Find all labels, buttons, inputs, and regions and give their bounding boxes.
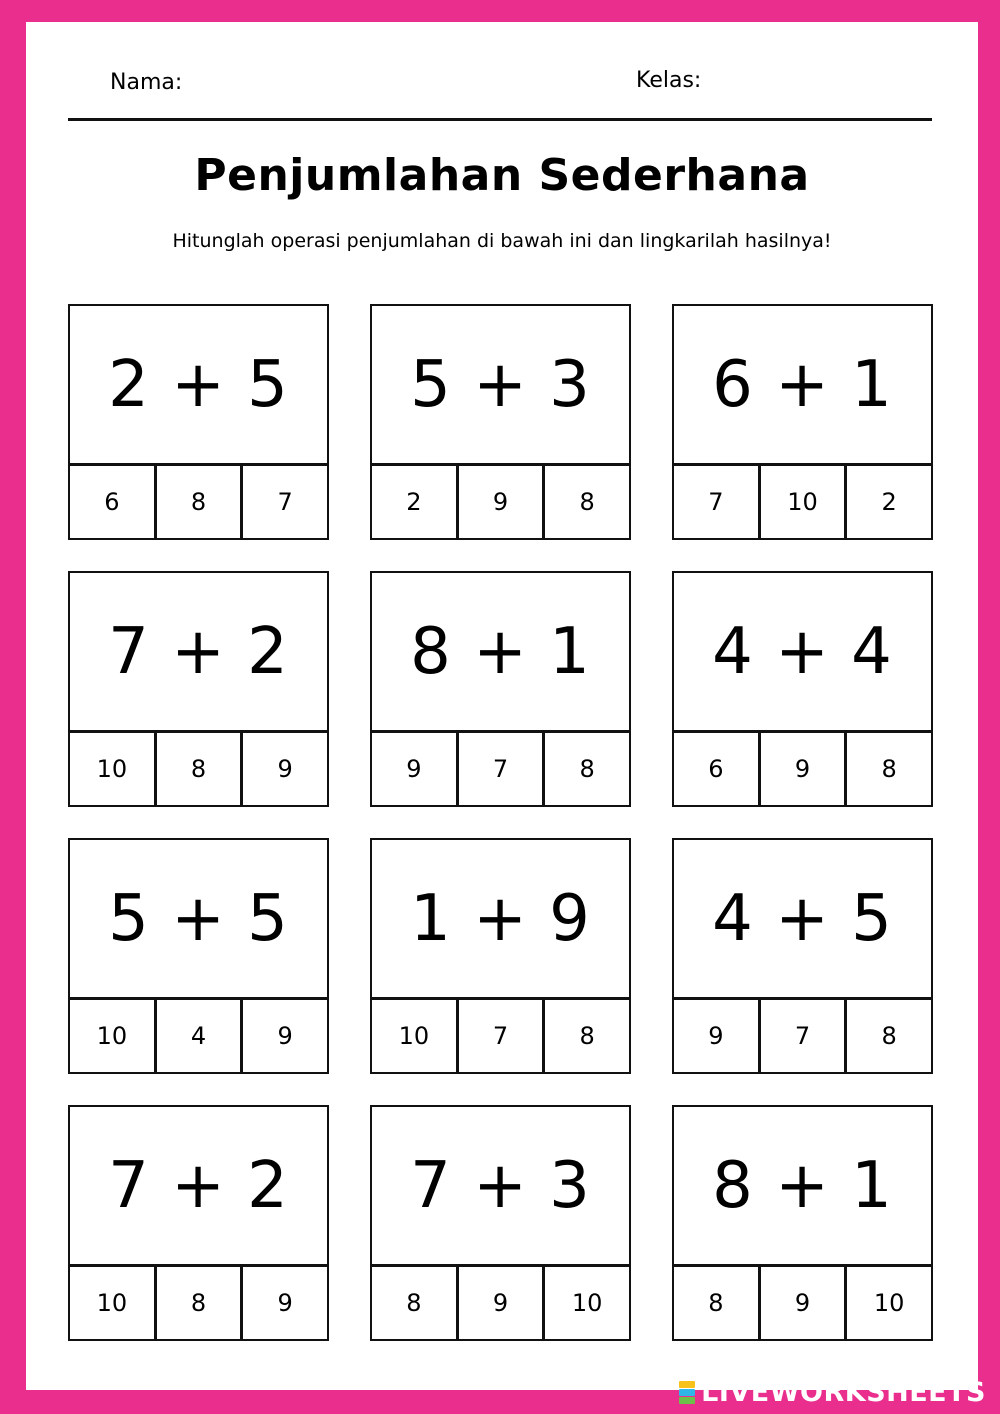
answer-option[interactable]: 8 (157, 1267, 244, 1339)
answer-option[interactable]: 9 (674, 1000, 761, 1072)
answer-option[interactable]: 7 (277, 488, 293, 516)
problem-card (672, 304, 933, 540)
answer-option[interactable]: 8 (881, 755, 897, 783)
answer-option[interactable]: 9 (761, 733, 848, 805)
problem-card (68, 571, 329, 807)
worksheet-page (26, 22, 978, 1390)
answer-option[interactable]: 10 (372, 1000, 459, 1072)
problem-card (370, 838, 631, 1074)
problem-grid (68, 304, 933, 1341)
problem-question: 7 + 2 (70, 573, 327, 733)
answer-option[interactable]: 10 (70, 733, 157, 805)
problem-card (68, 1105, 329, 1341)
answer-options (70, 1267, 327, 1339)
answer-option[interactable]: 10 (571, 1289, 603, 1317)
answer-options (674, 1267, 931, 1339)
problem-card (370, 304, 631, 540)
answer-option[interactable]: 7 (459, 1000, 546, 1072)
answer-option[interactable]: 7 (674, 466, 761, 538)
liveworksheets-logo-icon (679, 1381, 695, 1405)
answer-options (70, 1000, 327, 1072)
answer-options (372, 1267, 629, 1339)
answer-options (372, 466, 629, 538)
problem-question: 7 + 2 (70, 1107, 327, 1267)
answer-options (372, 733, 629, 805)
answer-option[interactable]: 2 (881, 488, 897, 516)
answer-options (372, 1000, 629, 1072)
answer-option[interactable]: 8 (674, 1267, 761, 1339)
answer-option[interactable]: 8 (579, 488, 595, 516)
liveworksheets-brand (679, 1377, 986, 1408)
answer-options (70, 466, 327, 538)
answer-option[interactable]: 10 (70, 1000, 157, 1072)
answer-option[interactable]: 9 (277, 755, 293, 783)
answer-option[interactable]: 6 (70, 466, 157, 538)
problem-question: 7 + 3 (372, 1107, 629, 1267)
answer-options (70, 733, 327, 805)
problem-question: 8 + 1 (674, 1107, 931, 1267)
answer-option[interactable]: 9 (459, 1267, 546, 1339)
name-label: Nama: (110, 70, 183, 95)
instruction-text: Hitunglah operasi penjumlahan di bawah ini dan lingkarilah hasilnya! (172, 230, 832, 252)
answer-option[interactable]: 9 (372, 733, 459, 805)
answer-option[interactable]: 9 (277, 1022, 293, 1050)
problem-card (370, 1105, 631, 1341)
problem-card (68, 838, 329, 1074)
problem-question: 5 + 3 (372, 306, 629, 466)
brand-text: LIVEWORKSHEETS (701, 1377, 986, 1408)
header-divider (68, 118, 932, 121)
problem-question: 8 + 1 (372, 573, 629, 733)
answer-option[interactable]: 2 (372, 466, 459, 538)
answer-option[interactable]: 10 (70, 1267, 157, 1339)
class-label: Kelas: (636, 68, 702, 93)
answer-option[interactable]: 8 (157, 733, 244, 805)
answer-option[interactable]: 8 (372, 1267, 459, 1339)
answer-option[interactable]: 9 (277, 1289, 293, 1317)
answer-options (674, 466, 931, 538)
answer-options (674, 1000, 931, 1072)
answer-option[interactable]: 8 (579, 755, 595, 783)
answer-option[interactable]: 7 (761, 1000, 848, 1072)
problem-card (672, 838, 933, 1074)
page-title: Penjumlahan Sederhana (194, 150, 810, 201)
problem-card (370, 571, 631, 807)
answer-option[interactable]: 6 (674, 733, 761, 805)
problem-card (672, 1105, 933, 1341)
answer-option[interactable]: 10 (761, 466, 848, 538)
answer-options (674, 733, 931, 805)
answer-option[interactable]: 7 (459, 733, 546, 805)
answer-option[interactable]: 8 (157, 466, 244, 538)
answer-option[interactable]: 8 (881, 1022, 897, 1050)
answer-option[interactable]: 10 (873, 1289, 905, 1317)
problem-question: 4 + 4 (674, 573, 931, 733)
problem-card (68, 304, 329, 540)
problem-question: 2 + 5 (70, 306, 327, 466)
problem-question: 6 + 1 (674, 306, 931, 466)
problem-question: 5 + 5 (70, 840, 327, 1000)
problem-question: 1 + 9 (372, 840, 629, 1000)
answer-option[interactable]: 8 (579, 1022, 595, 1050)
problem-card (672, 571, 933, 807)
answer-option[interactable]: 9 (459, 466, 546, 538)
answer-option[interactable]: 4 (157, 1000, 244, 1072)
answer-option[interactable]: 9 (761, 1267, 848, 1339)
problem-question: 4 + 5 (674, 840, 931, 1000)
